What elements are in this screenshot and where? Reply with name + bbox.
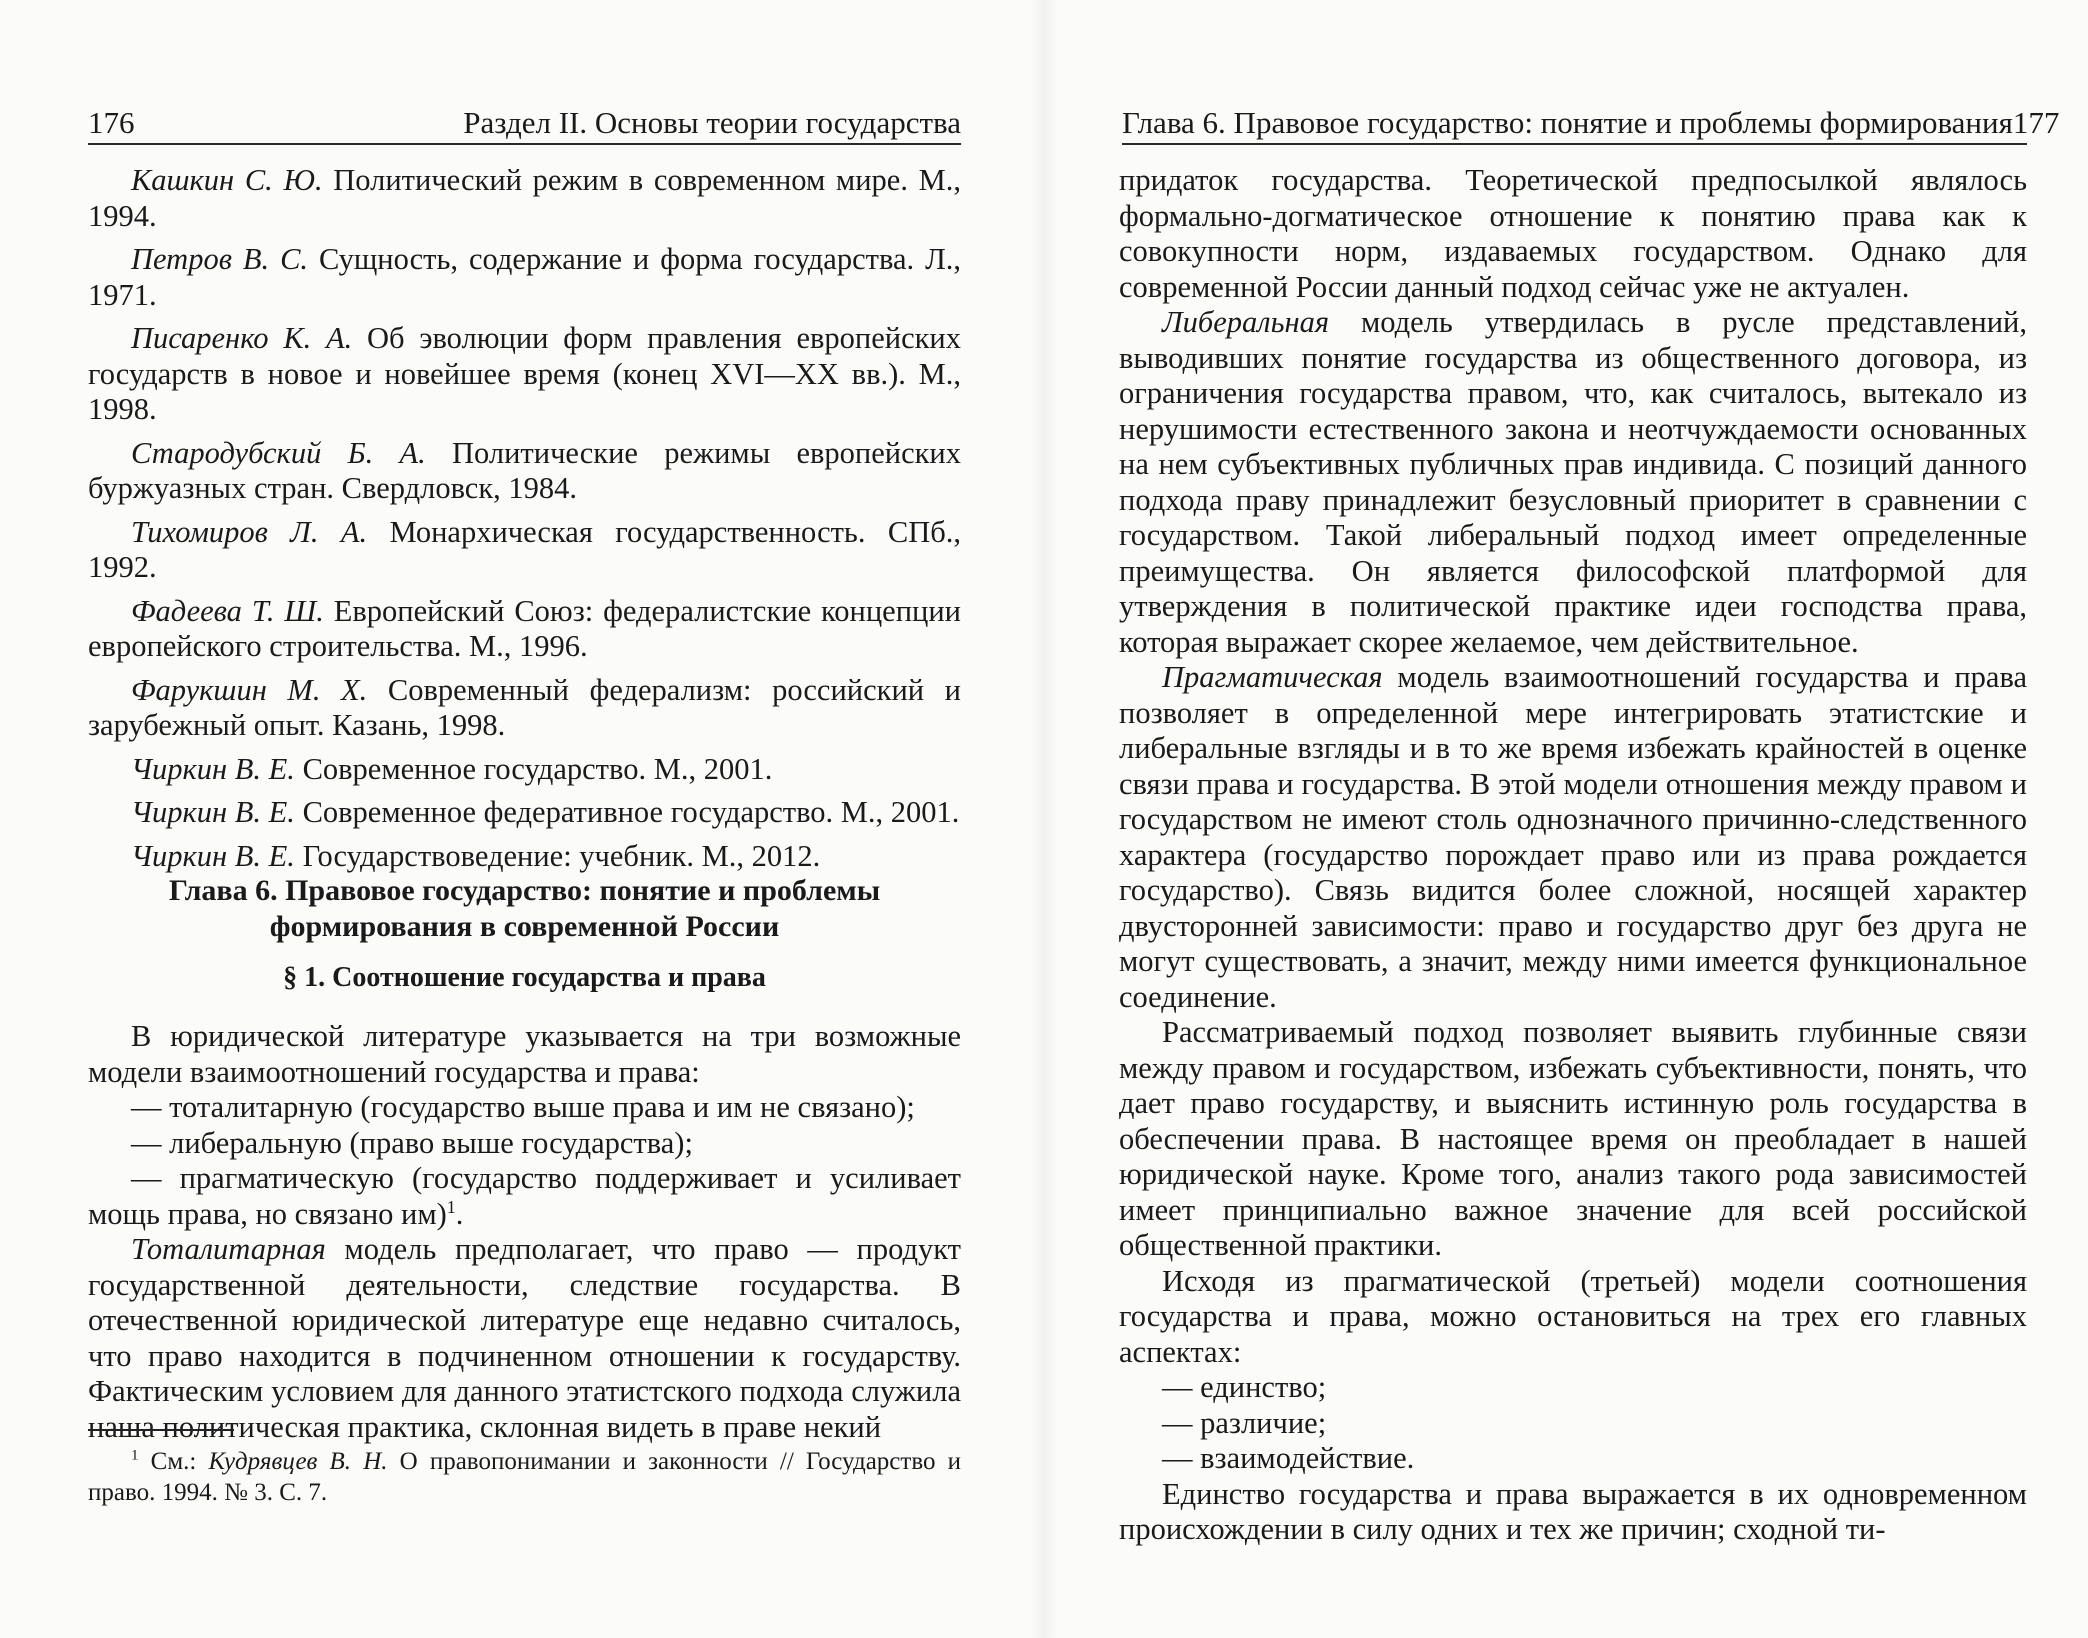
left-running-head — [88, 103, 961, 145]
bibliography-entry: Кашкин С. Ю. Политический режим в современном мире. М., 1994. — [88, 163, 961, 233]
right-running-head — [1122, 103, 2060, 145]
paragraph: Рассматриваемый подход позволяет выявить глубинные связи между правом и государством, избежать субъективности, понять, что дает право государству, и выяснить истинную роль государства в обеспечении права. В настоящее время он преобладает в нашей юридической науке. Кроме того, анализ такого рода зависимостей имеет принципиально важное значение для всей российской общественной практики. — [1119, 1015, 2027, 1262]
bibliography-entry: Чиркин В. Е. Государствоведение: учебник. М., 2012. — [131, 838, 821, 873]
paragraph: Единство государства и права выражается в их одновременном происхождении в силу одних и тех же причин; сходной ти- — [1119, 1476, 2027, 1546]
chapter-title: Глава 6. Правовое государство: понятие и проблемы формирования в современной России — [168, 874, 881, 943]
paragraph: Прагматическая модель взаимоотношений государства и права позволяет в определенной мере интегрировать этатистские и либеральные взгляды и в то же время избежать крайностей в оценке связи права и государства. В этой модели отношения между правом и государством не имеют столь однозначного причинно-следственного характера (государство порождает право или из права рождается государство). Связь видится более сложной, носящей характер двусторонней зависимости: право и государство друг без друга не могут существовать, а значит, между ними имеется функциональное соединение. — [1119, 660, 2027, 1014]
left-body-text — [88, 1019, 961, 1445]
paragraph: В юридической литературе указывается на три возможные модели взаимоотношений государства и права: — [88, 1019, 961, 1089]
running-title: Раздел II. Основы теории государства — [463, 105, 961, 140]
paragraph: Исходя из прагматической (третьей) модели соотношения государства и права, можно остановиться на трех его главных аспектах: — [1119, 1263, 2027, 1369]
paragraph: Тоталитарная модель предполагает, что право — продукт государственной деятельности, следствие государства. В отечественной юридической литературе еще недавно считалось, что право находится в подчиненном отношении к государству. Фактическим условием для данного этатистского подхода служила наша политическая практика, склонная видеть в праве некий — [88, 1232, 961, 1444]
bibliography-entry: Петров В. С. Сущность, содержание и форма государства. Л., 1971. — [88, 242, 961, 312]
bibliography-entry: Стародубский Б. А. Политические режимы европейских буржуазных стран. Свердловск, 1984. — [88, 435, 961, 505]
bibliography-list — [88, 163, 961, 882]
right-body-text — [1119, 163, 2027, 1548]
list-item: — взаимодействие. — [1162, 1441, 1415, 1475]
paragraph: придаток государства. Теоретической предпосылкой являлось формально-догматическое отношение к понятию права как к совокупности норм, издаваемых государством. Однако для современной России данный подход сейчас уже не актуален. — [1119, 163, 2027, 304]
paragraph: Либеральная модель утвердилась в русле представлений, выводивших понятие государства из общественного договора, из ограничения государства правом, что, как считалось, вытекало из нерушимости естественного закона и неотчуждаемости основанных на нем субъективных публичных прав индивида. С позиций данного подхода праву принадлежит безусловный приоритет в сравнении с государством. Такой либеральный подход имеет определенные преимущества. Он является философской платформой для утверждения в политической практике идеи господства права, которая выражает скорее желаемое, чем действительное. — [1119, 305, 2027, 659]
list-item: — различие; — [1162, 1405, 1327, 1440]
bibliography-entry: Чиркин В. Е. Современное государство. М., 2001. — [131, 751, 773, 786]
page-number: 176 — [88, 105, 135, 140]
bibliography-entry: Писаренко К. А. Об эволюции форм правления европейских государств в новое и новейшее время (конец XVI—XX вв.). М., 1998. — [88, 321, 961, 426]
list-item: — прагматическую (государство поддерживает и усиливает мощь права, но связано им)$^1$. — [88, 1161, 961, 1231]
running-title: Глава 6. Правовое государство: понятие и проблемы формирования — [1122, 105, 2013, 140]
list-item: — единство; — [1162, 1370, 1327, 1404]
bibliography-entry: Фарукшин М. Х. Современный федерализм: российский и зарубежный опыт. Казань, 1998. — [88, 672, 961, 742]
bibliography-entry: Тихомиров Л. А. Монархическая государственность. СПб., 1992. — [88, 514, 961, 584]
footnote-ref: 1 — [446, 1196, 456, 1217]
right-page — [1044, 0, 2088, 1638]
list-item: — либеральную (право выше государства); — [131, 1125, 693, 1160]
bibliography-entry: Фадеева Т. Ш. Европейский Союз: федералистские концепции европейского строительства. М., 1996. — [88, 593, 961, 663]
footnote-divider — [88, 1429, 234, 1431]
page-number: 177 — [2012, 105, 2060, 140]
list-item: — тоталитарную (государство выше права и им не связано); — [131, 1090, 915, 1124]
section-title: § 1. Соотношение государства и права — [283, 962, 766, 993]
footnote: $^1$ См.: Кудрявцев В. Н. О правопонимании и законности // Государство и право. 1994. № 3. С. 7. — [88, 1447, 961, 1506]
bibliography-entry: Чиркин В. Е. Современное федеративное государство. М., 2001. — [131, 795, 960, 829]
